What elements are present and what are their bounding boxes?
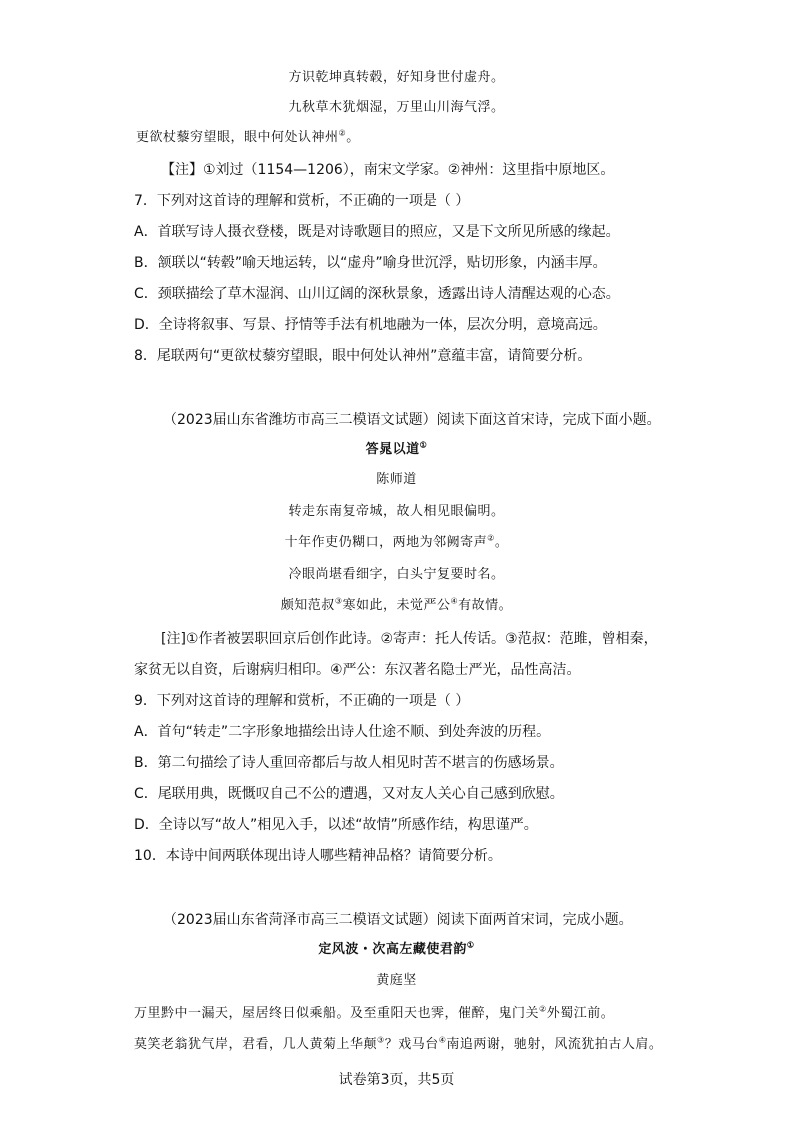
option-c: C．尾联用典，既慨叹自己不公的遭遇，又对友人关心自己感到欣慰。 xyxy=(134,786,564,802)
poem-line: 万里黔中一漏天，屋居终日似乘船。及至重阳天也霁，催醉，鬼门关②外蜀江前。 xyxy=(134,1004,615,1021)
poem-author: 陈师道 xyxy=(376,472,417,487)
question-7: 7．下列对这首诗的理解和赏析，不正确的一项是（ ） xyxy=(134,193,470,209)
annotation-note: [注]①作者被罢职回京后创作此诗。②寄声：托人传话。③范叔：范雎，曾相秦， xyxy=(161,631,658,647)
footnote-marker: ③ xyxy=(334,596,343,606)
poem-line: 转走东南复帝城，故人相见眼偏明。 xyxy=(288,504,505,519)
annotation-note: 【注】①刘过（1154—1206），南宋文学家。②神州：这里指中原地区。 xyxy=(161,162,615,178)
footnote-marker: ① xyxy=(419,439,428,450)
annotation-note: 家贫无以自资，后谢病归相印。④严公：东汉著名隐士严光，品性高洁。 xyxy=(134,662,581,678)
option-b: B．颔联以“转毂”喻天地运转，以“虚舟”喻身世沉浮，贴切形象，内涵丰厚。 xyxy=(134,255,607,271)
option-d: D．全诗以写“故人”相见入手，以述“故情”所感作结，构思谨严。 xyxy=(134,817,538,833)
footnote-marker: ④ xyxy=(438,1035,447,1045)
footnote-marker: ② xyxy=(539,1004,547,1014)
poem-title: 答晁以道① xyxy=(365,439,428,457)
poem-line: 颇知范叔③寒如此，未觉严公④有故情。 xyxy=(280,596,513,613)
poem-line: 十年作吏仍糊口，两地为邻阙寄声②。 xyxy=(284,533,509,550)
section-intro: （2023届山东省菏泽市高三二模语文试题）阅读下面两首宋词，完成小题。 xyxy=(163,912,633,928)
option-a: A．首联写诗人摄衣登楼，既是对诗歌题目的照应，又是下文所见所感的缘起。 xyxy=(134,224,620,240)
poem-line: 更欲杖藜穷望眼，眼中何处认神州②。 xyxy=(136,128,360,145)
footnote-marker: ① xyxy=(466,939,475,950)
question-10: 10．本诗中间两联体现出诗人哪些精神品格？请简要分析。 xyxy=(134,848,502,864)
poem-author: 黄庭坚 xyxy=(376,973,417,988)
poem-line: 九秋草木犹烟湿，万里山川海气浮。 xyxy=(288,100,505,115)
question-9: 9．下列对这首诗的理解和赏析，不正确的一项是（ ） xyxy=(134,693,470,709)
option-b: B．第二句描绘了诗人重回帝都后与故人相见时苦不堪言的伤感场景。 xyxy=(134,755,564,771)
footnote-marker: ③ xyxy=(377,1035,385,1045)
poem-line: 莫笑老翁犹气岸，君看，几人黄菊上华颠③？戏马台④南追两谢，驰射，风流犹拍古人肩。 xyxy=(134,1035,663,1052)
question-8: 8．尾联两句“更欲杖藜穷望眼，眼中何处认神州”意蕴丰富，请简要分析。 xyxy=(134,348,592,364)
page-footer: 试卷第3页，共5页 xyxy=(338,1072,455,1088)
option-c: C．颈联描绘了草木湿润、山川辽阔的深秋景象，透露出诗人清醒达观的心态。 xyxy=(134,286,620,302)
footnote-marker: ④ xyxy=(450,596,459,606)
poem-title: 定风波・次高左藏使君韵① xyxy=(318,939,475,957)
poem-line: 方识乾坤真转毂，好知身世付虚舟。 xyxy=(288,70,505,85)
footnote-marker: ② xyxy=(338,128,347,138)
section-intro: （2023届山东省潍坊市高三二模语文试题）阅读下面这首宋诗，完成下面小题。 xyxy=(163,412,661,428)
footnote-marker: ② xyxy=(487,533,495,543)
poem-line: 冷眼尚堪看细字，白头宁复要时名。 xyxy=(288,567,505,582)
option-a: A．首句“转走”二字形象地描绘出诗人仕途不顺、到处奔波的历程。 xyxy=(134,724,551,740)
option-d: D．全诗将叙事、写景、抒情等手法有机地融为一体，层次分明，意境高远。 xyxy=(134,317,607,333)
